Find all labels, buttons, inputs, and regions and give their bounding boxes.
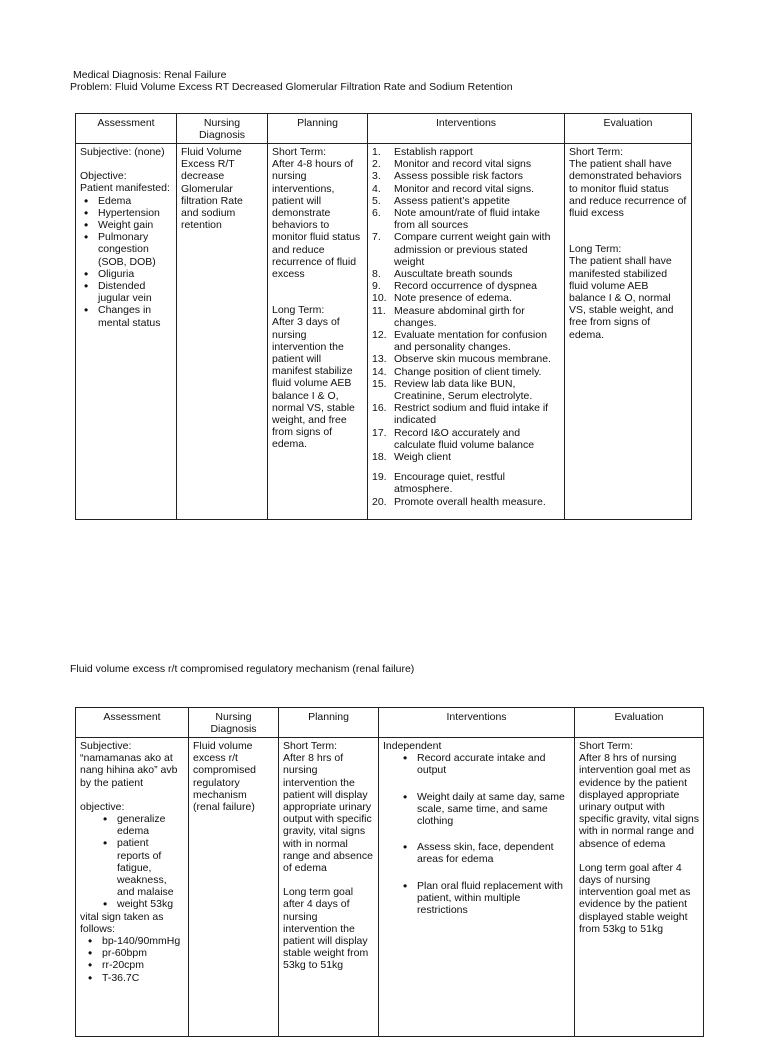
list-item: • Weight daily at same day, same scale, same time, and same clothing: [417, 791, 570, 828]
list-item: 8. Auscultate breath sounds: [372, 268, 513, 281]
list-item: • patient reports of fatigue, weakness, and malaise: [117, 837, 184, 898]
short-term-text: The patient shall have demonstrated behaviors to monitor fluid status and reduce recurrence of fluid excess: [569, 158, 687, 220]
list-item: 4. Monitor and record vital signs.: [372, 182, 535, 195]
problem-statement: Problem: Fluid Volume Excess RT Decreased Glomerular Filtration Rate and Sodium Retention: [70, 81, 513, 93]
objective-list: [80, 813, 184, 911]
list-item: 13. Observe skin mucous membrane.: [372, 353, 551, 366]
list-item: • Hypertension: [98, 207, 172, 219]
list-item: 5. Assess patient’s appetite: [372, 194, 510, 207]
header-interventions: Interventions: [368, 114, 565, 144]
section-title-2: Fluid volume excess r/t compromised regulatory mechanism (renal failure): [70, 663, 415, 675]
short-term-label: Short Term:: [272, 146, 327, 158]
list-item: • Changes in mental status: [98, 304, 172, 328]
header-evaluation: Evaluation: [575, 708, 704, 738]
vitals-list: [80, 935, 184, 984]
long-term-text: Long term goal after 4 days of nursing intervention the patient will display stable weight from 53kg to 51kg: [283, 886, 369, 972]
list-item: 20. Promote overall health measure.: [372, 495, 546, 508]
list-item: 14. Change position of client timely.: [372, 365, 542, 378]
list-item: 15. Review lab data like BUN, Creatinine, Serum electrolyte.: [372, 377, 533, 403]
interventions-cell: [379, 738, 575, 1037]
list-item: • Record accurate intake and output: [417, 752, 570, 776]
objective-label: objective:: [80, 800, 125, 813]
assessment-cell: [76, 738, 189, 1037]
list-item: 11. Measure abdominal girth for changes.: [372, 304, 525, 329]
list-item: 2. Monitor and record vital signs: [372, 158, 532, 171]
interventions-list: [383, 752, 570, 916]
list-item: 1. Establish rapport: [372, 146, 473, 158]
list-item: • Edema: [98, 195, 172, 207]
header-planning: Planning: [279, 708, 379, 738]
subjective-text: Subjective: (none): [80, 146, 165, 158]
nursing-diagnosis-cell: Fluid Volume Excess R/T decrease Glomerular filtration Rate and sodium retention: [177, 144, 268, 520]
list-item: • pr-60bpm: [102, 947, 184, 959]
evaluation-cell: [575, 738, 704, 1037]
long-term-text: The patient shall have manifested stabilized fluid volume AEB balance I & O, normal VS, stable weight, and free from signs of edema.: [569, 255, 674, 341]
header-planning: Planning: [268, 114, 368, 144]
list-item: 7. Compare current weight gain with admission or previous stated weight: [372, 231, 551, 268]
short-term-label: Short Term:: [283, 740, 338, 752]
short-term-text: After 8 hrs of nursing intervention goal met as evidence by the patient displayed appropriate urinary output with specific gravity, vital signs with in normal range and absence of edema: [579, 752, 700, 850]
header-evaluation: Evaluation: [565, 114, 692, 144]
list-item: • Weight gain: [98, 219, 172, 231]
list-item: • Oliguria: [98, 268, 172, 280]
medical-diagnosis: Medical Diagnosis: Renal Failure: [73, 69, 227, 81]
assessment-cell: [76, 144, 177, 520]
care-plan-table-1: [75, 113, 692, 520]
short-term-label: Short Term:: [569, 146, 624, 158]
list-item: 10. Note presence of edema.: [372, 292, 512, 305]
list-item: • T-36.7C: [102, 972, 184, 984]
objective-label: Objective:: [80, 170, 127, 183]
independent-label: Independent: [383, 740, 442, 752]
care-plan-table-2: [75, 707, 704, 1037]
interventions-cell: [368, 144, 565, 520]
manifested-label: Patient manifested:: [80, 182, 170, 195]
list-item: 9. Record occurrence of dyspnea: [372, 280, 537, 293]
list-item: • Assess skin, face, dependent areas for edema: [417, 841, 570, 865]
manifestation-list: [80, 195, 172, 329]
list-item: 16. Restrict sodium and fluid intake if indicated: [372, 402, 549, 427]
header-nursing-diagnosis: Nursing Diagnosis: [177, 114, 268, 144]
short-term-text: After 8 hrs of nursing intervention the patient will display appropriate urinary output with specific gravity, vital signs with in normal range and absence of edema: [283, 752, 373, 875]
list-item: • Distended jugular vein: [98, 280, 172, 304]
long-term-label: Long Term:: [569, 243, 622, 256]
long-term-label: Long Term:: [272, 304, 325, 317]
list-item: • rr-20cpm: [102, 959, 184, 971]
vitals-intro: vital sign taken as follows:: [80, 910, 164, 935]
list-item: • generalize edema: [117, 813, 184, 837]
planning-cell: [279, 738, 379, 1037]
list-item: 3. Assess possible risk factors: [372, 170, 523, 183]
list-item: 18. Weigh client: [372, 451, 452, 464]
nursing-diagnosis-cell: Fluid volume excess r/t compromised regulatory mechanism (renal failure): [189, 738, 279, 1037]
header-assessment: Assessment: [76, 708, 189, 738]
short-term-label: Short Term:: [579, 740, 634, 752]
header-interventions: Interventions: [379, 708, 575, 738]
list-item: • Pulmonary congestion (SOB, DOB): [98, 231, 172, 268]
interventions-list: [372, 146, 560, 508]
list-item: • bp-140/90mmHg: [102, 935, 184, 947]
short-term-text: After 4-8 hours of nursing interventions, patient will demonstrate behaviors to monitor fluid status and reduce recurrence of fluid excess: [272, 158, 361, 281]
list-item: 17. Record I&O accurately and calculate fluid volume balance: [372, 426, 535, 451]
long-term-text: After 3 days of nursing intervention the patient will manifest stabilize fluid volume AEB balance I & O, normal VS, stable weight, and free from signs of edema.: [272, 316, 355, 451]
planning-cell: [268, 144, 368, 520]
evaluation-cell: [565, 144, 692, 520]
list-item: • Plan oral fluid replacement with patient, within multiple restrictions: [417, 880, 570, 917]
list-item: 12. Evaluate mentation for confusion and personality changes.: [372, 329, 547, 354]
header-nursing-diagnosis: Nursing Diagnosis: [189, 708, 279, 738]
subjective-text: Subjective: “namamanas ako at nang hihina ako” avb by the patient: [80, 740, 178, 789]
list-item: • weight 53kg: [117, 898, 184, 910]
long-term-text: Long term goal after 4 days of nursing intervention goal met as evidence by the patient displayed stable weight from 53kg to 51kg: [579, 861, 691, 935]
header-assessment: Assessment: [76, 114, 177, 144]
list-item: 6. Note amount/rate of fluid intake from all sources: [372, 207, 540, 232]
list-item: 19. Encourage quiet, restful atmosphere.: [372, 471, 505, 496]
